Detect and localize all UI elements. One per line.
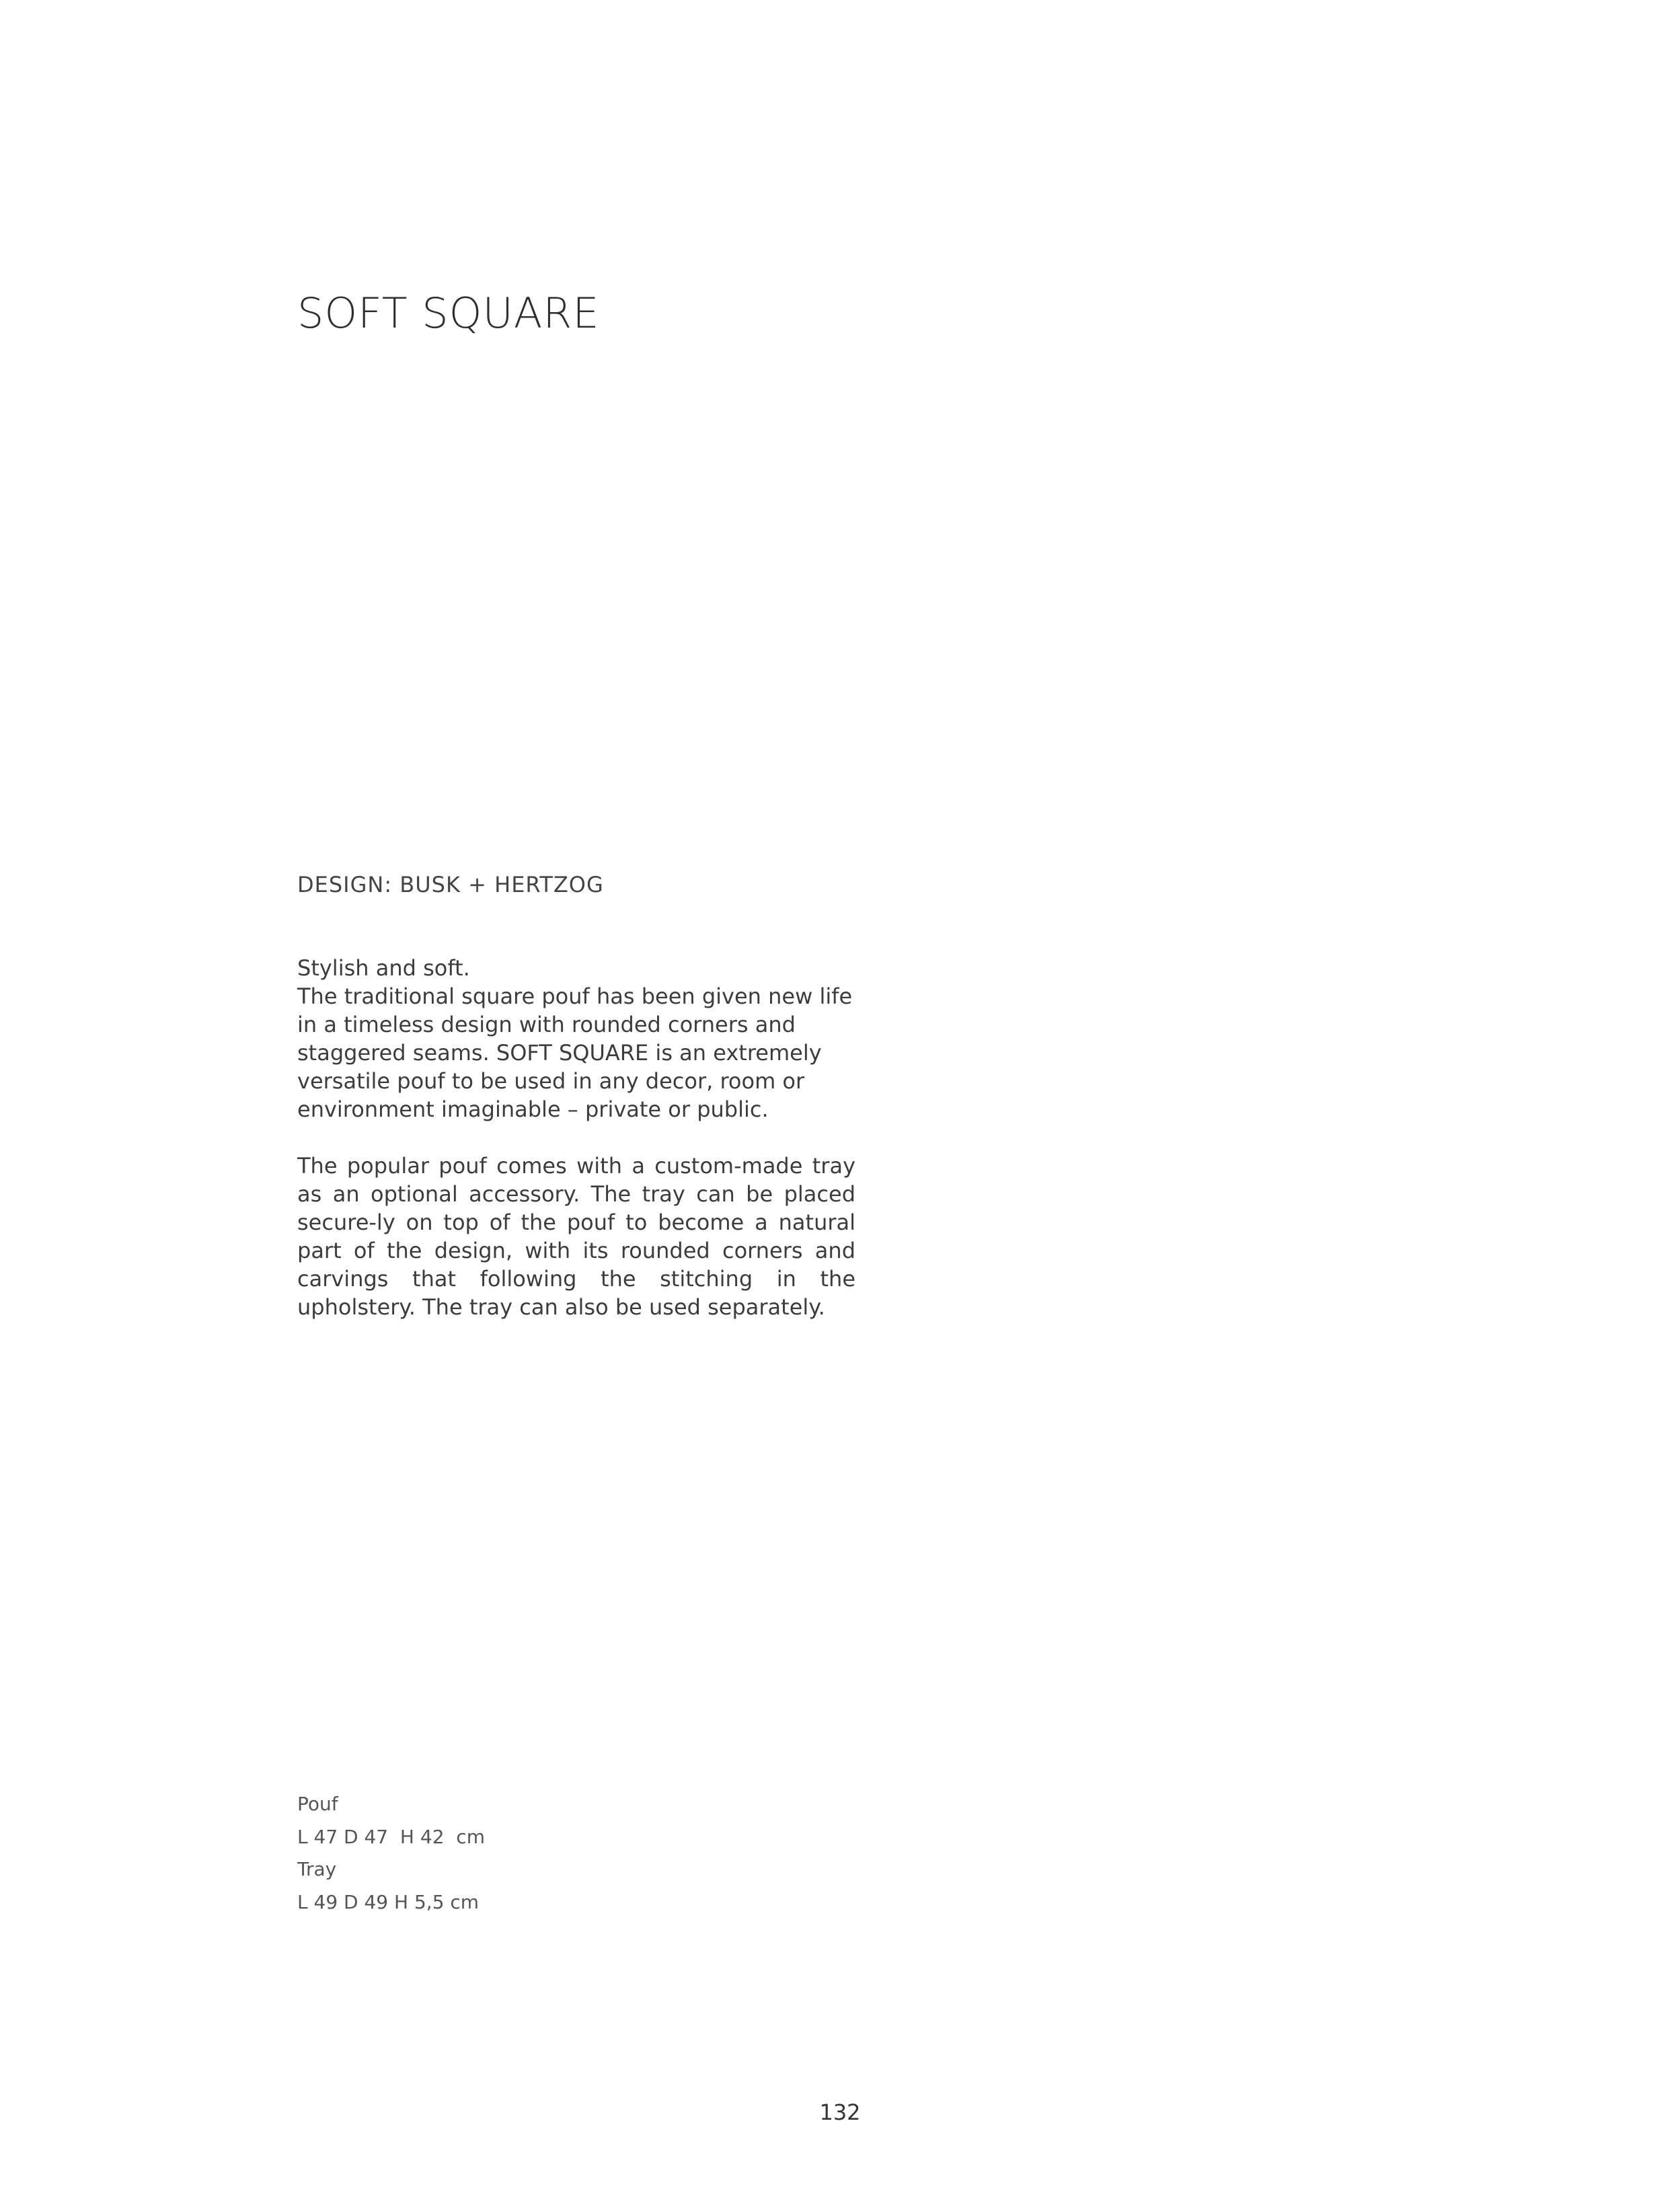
spec-dimensions-tray: L 49 D 49 H 5,5 cm (297, 1890, 480, 1913)
description-paragraph-1: The traditional square pouf has been given new life in a timeless design with rounded corners and staggered seams. SOFT SQUARE is an extremely versatile pouf to be used in any decor, room or environment imaginable – private or public. (297, 984, 853, 1122)
spec-dimensions-pouf: L 47 D 47 H 42 cm (297, 1825, 485, 1848)
spec-label-pouf: Pouf (297, 1793, 338, 1815)
product-title: SOFT SQUARE (297, 289, 600, 338)
dimension-specs (297, 1788, 485, 1919)
designer-credit: DESIGN: BUSK + HERTZOG (297, 872, 604, 897)
spec-label-tray: Tray (297, 1858, 337, 1880)
description-paragraph-2: The popular pouf comes with a custom-made tray as an optional accessory. The tray can be placed secure-ly on top of the pouf to become a natural part of the design, with its rounded corners and carvings that following the stitching in the upholstery. The tray can also be used separately. (297, 1153, 855, 1320)
product-description (297, 954, 855, 1321)
description-intro: Stylish and soft. (297, 955, 470, 981)
page-number: 132 (819, 2100, 861, 2125)
